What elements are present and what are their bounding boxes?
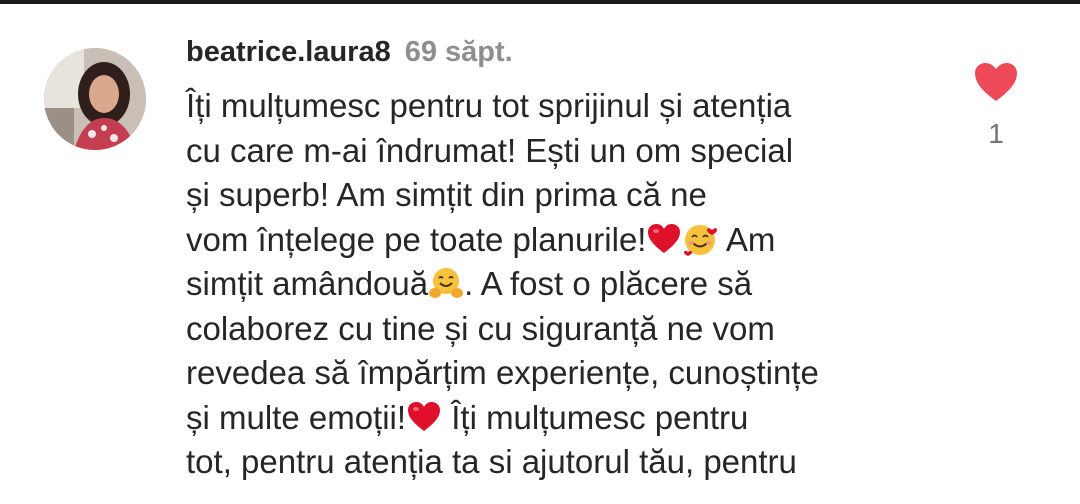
comment-line-text: simțit amândouă xyxy=(186,265,429,302)
comment-line xyxy=(186,396,946,441)
username-link[interactable]: beatrice.laura8 xyxy=(186,36,391,68)
top-divider xyxy=(0,0,1080,4)
comment-line-text: vom înțelege pe toate planurile! xyxy=(186,220,647,258)
hugging-face-emoji xyxy=(428,266,464,300)
smiling-face-with-hearts-emoji xyxy=(682,222,718,256)
like-count: 1 xyxy=(988,118,1004,149)
comment-line: și superb! Am simțit din prima că ne xyxy=(186,176,707,213)
comment-line: tot, pentru atenția ta si ajutorul tău, pentru xyxy=(186,443,797,480)
comment-line-text: Îți mulțumesc pentru xyxy=(442,398,749,436)
avatar[interactable] xyxy=(44,48,146,150)
comment xyxy=(186,34,946,485)
comment-line xyxy=(186,218,946,263)
comment-line-text: . A fost o plăcere să xyxy=(464,265,753,302)
comment-line: cu care m-ai îndrumat! Ești un om special xyxy=(186,131,794,169)
comment-line xyxy=(186,262,946,307)
red-heart-emoji xyxy=(406,400,442,434)
comment-timestamp[interactable]: 69 săpt. xyxy=(404,36,513,68)
heart-icon xyxy=(972,60,1020,104)
comment-line-text: Am xyxy=(718,220,776,258)
comment-line: Îți mulțumesc pentru tot sprijinul și atenția xyxy=(186,87,792,124)
red-heart-emoji xyxy=(646,222,682,256)
like-button[interactable] xyxy=(972,60,1020,104)
comment-header xyxy=(186,34,946,74)
comment-line-text: și multe emoții! xyxy=(186,398,407,436)
comment-line: revedea să împărțim experiențe, cunoștințe xyxy=(186,354,819,391)
comment-line: colaborez cu tine și cu siguranță ne vom xyxy=(186,309,775,347)
comment-text xyxy=(186,84,946,485)
